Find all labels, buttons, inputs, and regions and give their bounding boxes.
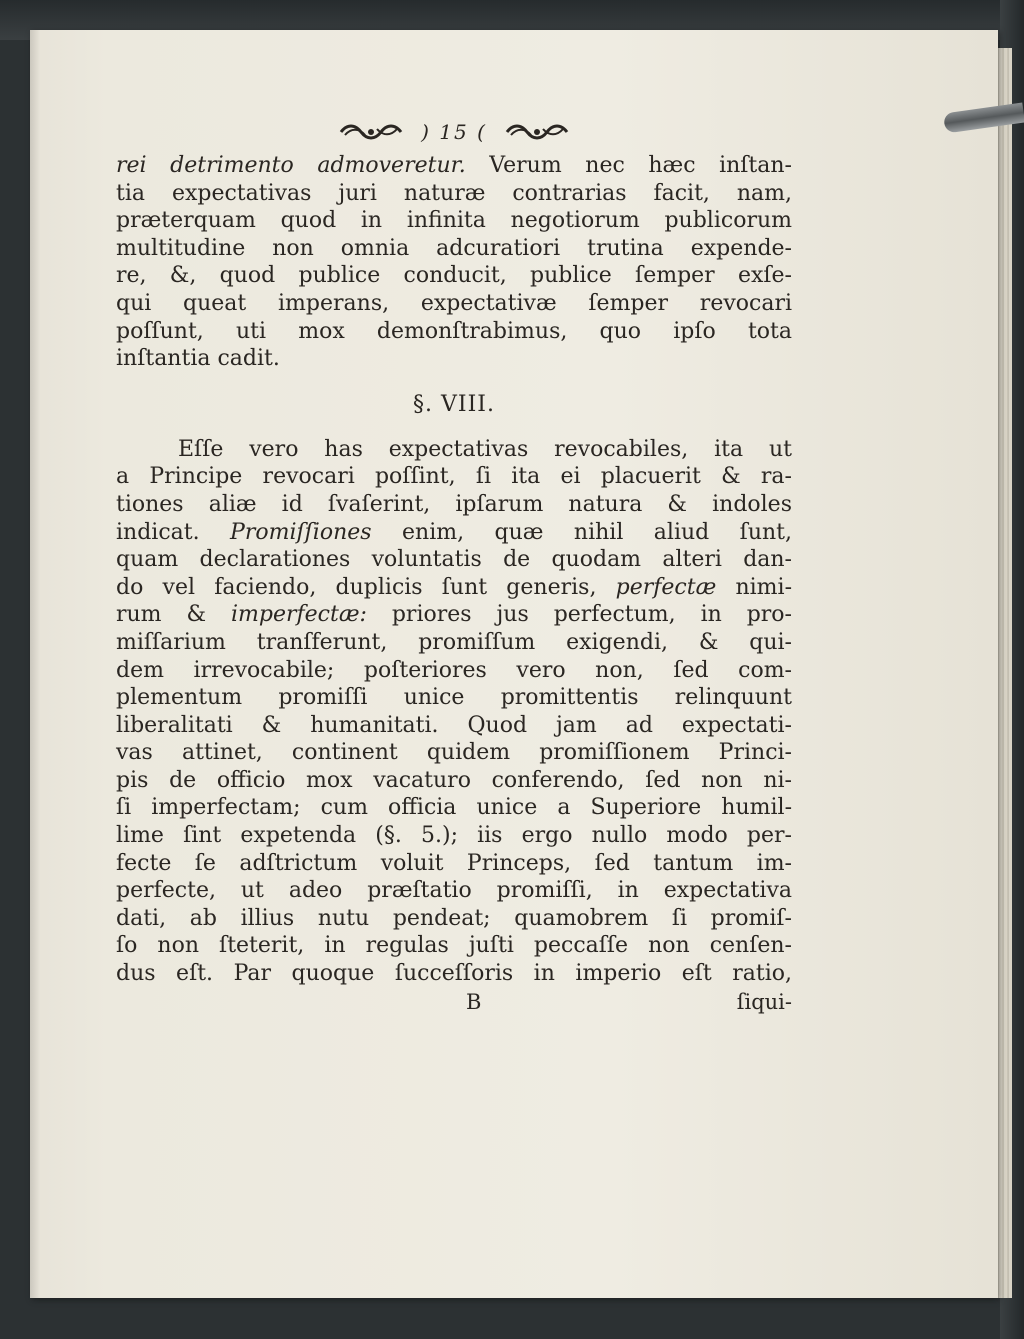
text-line (116, 152, 792, 180)
text-line: pis de officio mox vacaturo conferendo, ſed non ni- (116, 767, 792, 793)
page-text (116, 112, 792, 1016)
text-line: Eſſe vero has expectativas revocabiles, ita ut (178, 436, 792, 462)
text-run: priores jus perfectum, in pro- (366, 602, 792, 628)
text-line: dus eſt. Par quoque ſucceſſoris in imperio eſt ratio, (116, 961, 792, 987)
ornament-right-icon (505, 123, 569, 141)
signature-mark: B (466, 989, 482, 1014)
paragraph-1 (116, 152, 792, 373)
paragraph-2 (116, 436, 792, 988)
italic-phrase: rei detrimento admoveretur. (116, 153, 466, 178)
text-line: tia expectativas juri naturæ contrarias facit, nam, (116, 180, 792, 206)
ornament-left-icon (339, 123, 403, 141)
page-number: ) 15 ( (421, 120, 487, 144)
italic-phrase: Promiſſiones (230, 519, 372, 545)
text-line: inſtantia cadit. (116, 346, 280, 372)
text-line: quam declarationes voluntatis de quodam alteri dan- (116, 547, 792, 573)
text-line: re, &, quod publice conducit, publice ſemper exſe- (116, 263, 792, 289)
text-line: plementum promiſſi unice promittentis relinquunt (116, 685, 792, 711)
text-line: liberalitati & humanitati. Quod jam ad expectati- (116, 712, 792, 738)
text-run: do vel faciendo, duplicis ſunt generis, (116, 574, 616, 600)
text-line: ſi imperfectam; cum officia unice a Superiore humil- (116, 795, 792, 821)
text-run: indicat. (116, 519, 231, 545)
text-line: dem irrevocabile; poſteriores vero non, ſed com- (116, 657, 792, 683)
text-line: poſſunt, uti mox demonſtrabimus, quo ipſo tota (116, 318, 792, 344)
text-line: qui queat imperans, expectativæ ſemper revocari (116, 290, 792, 316)
text-run: Verum nec hæc inſtan- (465, 153, 792, 178)
text-line: multitudine non omnia adcuratiori trutina expende- (116, 235, 792, 261)
text-run: enim, quæ nihil aliud ſunt, (371, 519, 792, 545)
running-header (116, 112, 792, 152)
page-footer (116, 988, 792, 1016)
text-run: rum & (116, 602, 231, 628)
text-line: præterquam quod in infinita negotiorum publicorum (116, 208, 792, 234)
text-line: lime ſint expetenda (§. 5.); iis ergo nullo modo per- (116, 823, 792, 849)
text-line: miſſarium tranſferunt, promiſſum exigendi, & qui- (116, 629, 792, 655)
italic-phrase: perfectæ (615, 574, 717, 600)
text-line: fecte ſe adſtrictum voluit Princeps, ſed tantum im- (116, 850, 792, 876)
text-line (116, 574, 792, 602)
italic-phrase: imperfectæ: (230, 602, 367, 628)
text-line (116, 519, 792, 547)
text-line: perfecte, ut adeo præſtatio promiſſi, in expectativa (116, 878, 792, 904)
text-line: a Principe revocari poſſint, ſi ita ei placuerit & ra- (116, 464, 792, 490)
text-line: tiones aliæ id ſvaſerint, ipſarum natura & indoles (116, 491, 792, 517)
text-line (116, 601, 792, 629)
catchword: ſiqui- (736, 989, 792, 1014)
section-heading: §. VIII. (413, 391, 495, 417)
text-run: nimi- (716, 574, 793, 600)
text-line: vas attinet, continent quidem promiſſionem Princi- (116, 740, 792, 766)
text-line: ſo non ſteterit, in regulas juſti peccaſſe non cenſen- (116, 933, 792, 959)
text-line: dati, ab illius nutu pendeat; quamobrem ſi promiſ- (116, 905, 792, 931)
